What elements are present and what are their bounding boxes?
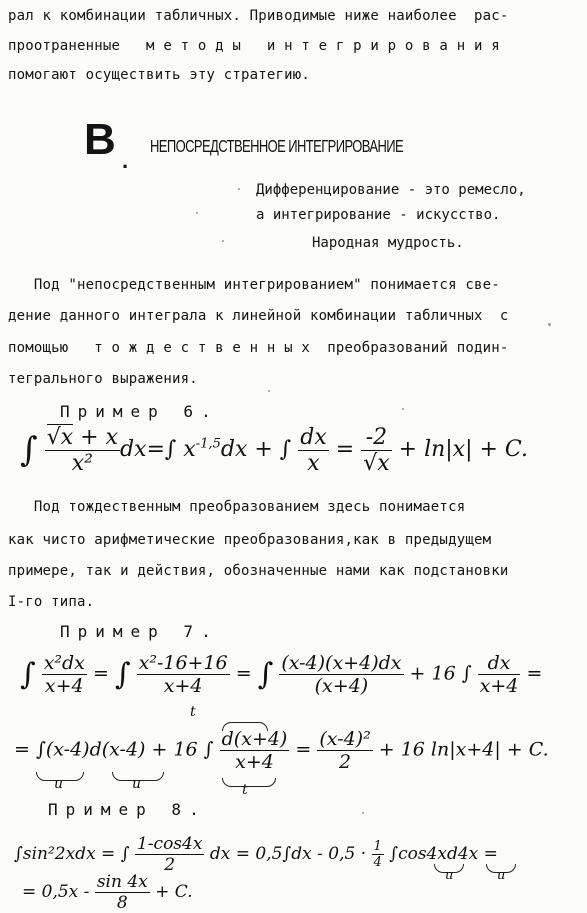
para1-line-1: Под "непосредственным интегрированием" понимается све-	[8, 277, 500, 293]
underbrace-label-u: u	[132, 776, 142, 792]
epigraph-line-1: Дифференцирование - это ремесло,	[256, 182, 526, 198]
example-8-formula-row-1: ∫sin²2xdx = ∫ $\frac{1-\cos 4x}{2}$ dx = 0,5∫dx - 0,5 · $\frac{1}{4}$ ∫cos4xd4x =	[14, 834, 498, 875]
fraction: $\frac{(x-4)(x+4)dx}{(x+4)}$	[281, 652, 402, 697]
fraction: $\frac{1}{4}$	[373, 839, 382, 870]
example-8-formula-row-2: = 0,5x - $\frac{\sin 4x}{8}$ + C.	[22, 872, 193, 913]
scan-speck	[268, 390, 270, 392]
scan-speck	[548, 323, 551, 326]
scan-speck	[222, 240, 224, 242]
scan-speck	[402, 408, 404, 410]
fraction: $\frac{d(x+4)}{x+4}$	[221, 728, 288, 773]
overbrace-label-t: t	[190, 704, 196, 720]
intro-line-3: помогают осуществить эту стратегию.	[8, 67, 311, 83]
scan-speck	[196, 212, 198, 214]
para2-line-1: Под тождественным преобразованием здесь понимается	[8, 499, 466, 515]
para1-line-4: тегрального выражения.	[8, 371, 198, 387]
intro-line-2: проотраненные м е т о д ы и н т е г р и р о в а н и я	[8, 38, 500, 54]
fraction: $\frac{\sin 4x}{8}$	[96, 872, 148, 913]
integral-sign: ∫	[20, 430, 38, 470]
fraction: $\frac{-2}{√x}$	[363, 424, 390, 476]
underbrace	[222, 778, 276, 787]
para2-line-3: примере, так и действия, обозначенные нами как подстановки	[8, 563, 509, 579]
section-title: НЕПОСРЕДСТВЕННОЕ ИНТЕГРИРОВАНИЕ	[150, 136, 404, 157]
underbrace-label-u: u	[445, 868, 454, 883]
para1-line-3: помощью т о ж д е с т в е н н ы х преобразований подин-	[8, 340, 509, 356]
intro-line-1: рал к комбинации табличных. Приводимые ниже наиболее рас-	[8, 8, 509, 24]
fraction: $\frac{\text{x²dx}}{x+4}$	[43, 652, 85, 697]
fraction: $\frac{√x + x}{\text{x²}}$	[46, 425, 118, 476]
example-7-formula-row-1: ∫ $\frac{\text{x²dx}}{x+4}$ = ∫ $\frac{\text{x²-16+16}}{x+4}$ = ∫ $\frac{(x-4)(x+4)dx}{(x+4)}$ + 16 ∫ $\frac{dx}{x+4}$ =	[20, 652, 543, 697]
underbrace-label-u: u	[497, 868, 506, 883]
section-letter-dot: .	[122, 148, 129, 173]
example-8-label: Пример 8.	[48, 800, 207, 819]
section-letter: B	[84, 115, 115, 164]
para2-line-4: I-го типа.	[8, 594, 95, 610]
fraction: $\frac{1-\cos 4x}{2}$	[136, 834, 203, 875]
example-7-label: Пример 7.	[60, 622, 219, 641]
epigraph-source: Народная мудрость.	[312, 235, 464, 251]
para2-line-2: как чисто арифметические преобразования,как в предыдущем	[8, 532, 492, 548]
underbrace-label-t: t	[242, 782, 248, 798]
example-6-label: Пример 6.	[60, 402, 219, 421]
fraction: $\frac{dx}{x}$	[300, 424, 327, 476]
example-7-formula-row-2: = ∫(x-4)d(x-4) + 16 ∫ $\frac{d(x+4)}{x+4}$ = $\frac{\text{(x-4)²}}{2}$ + 16 ln|x+4| + C.	[14, 728, 549, 773]
fraction: $\frac{\text{(x-4)²}}{2}$	[319, 728, 371, 773]
scan-speck	[362, 812, 364, 814]
fraction: $\frac{\text{x²-16+16}}{x+4}$	[138, 652, 228, 697]
underbrace-label-u: u	[54, 776, 64, 792]
epigraph-line-2: а интегрирование - искусство.	[256, 207, 501, 223]
example-6-formula: ∫ $\frac{√x + x}{\text{x²}}$ dx=∫ $x^{-1,5}dx$ + ∫ $\frac{dx}{x}$ = $\frac{-2}{√x}$ + ln|x| + C.	[20, 424, 528, 476]
fraction: $\frac{dx}{x+4}$	[479, 652, 519, 697]
para1-line-2: дение данного интеграла к линейной комбинации табличных с	[8, 308, 509, 324]
scan-speck	[238, 188, 240, 190]
